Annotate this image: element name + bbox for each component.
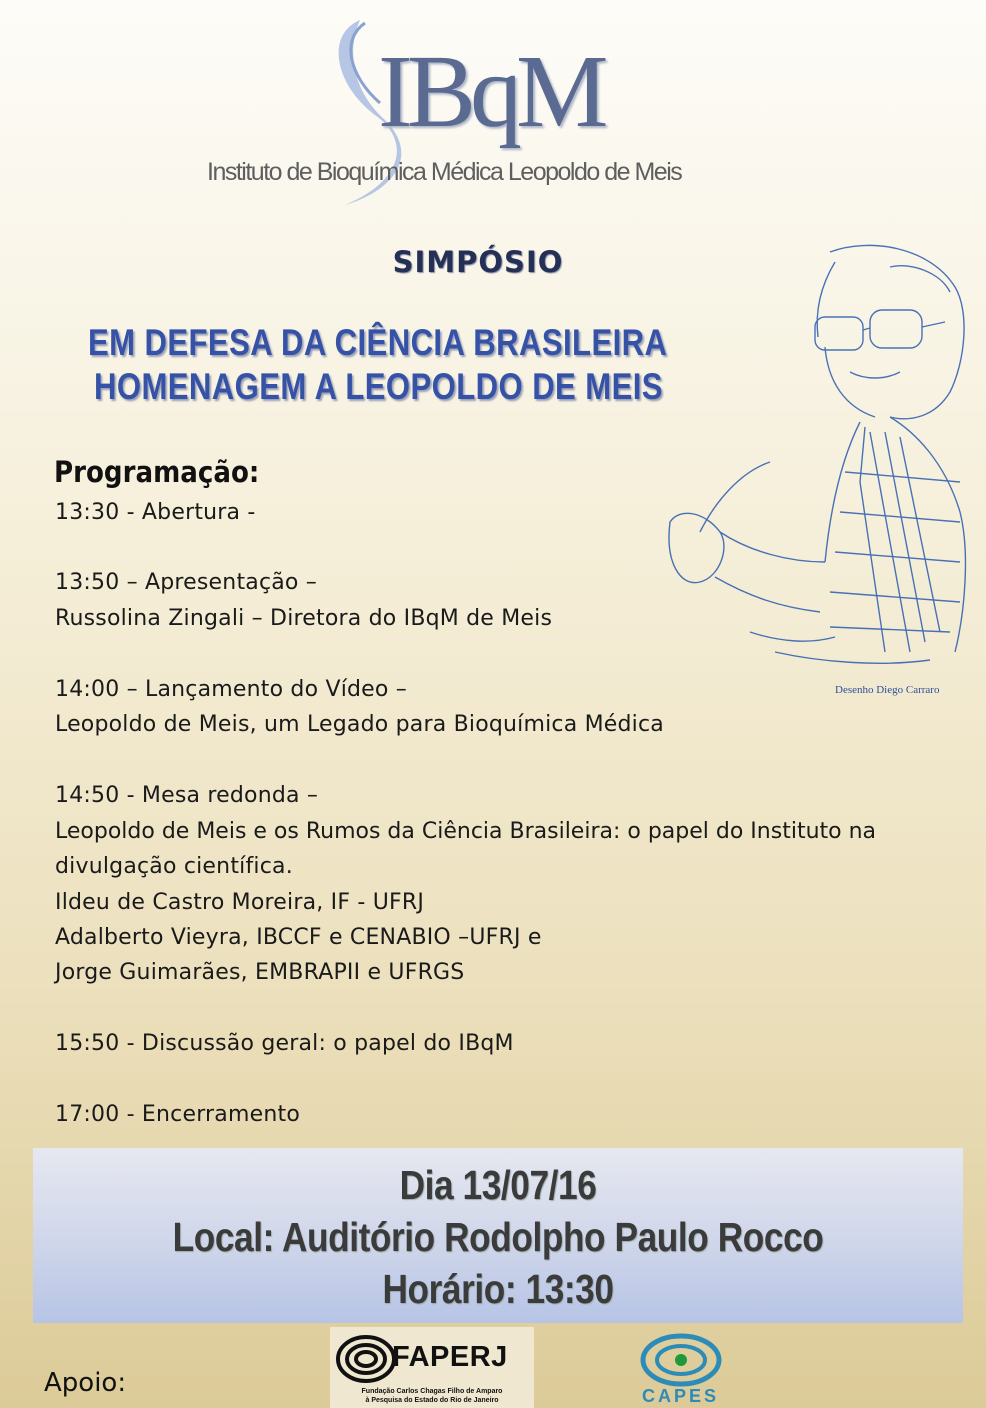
sponsors-label: Apoio: xyxy=(44,1368,127,1398)
program-line: 14:50 - Mesa redonda – xyxy=(55,783,319,808)
faperj-subtitle: Fundação Carlos Chagas Filho de Amparo xyxy=(361,1388,503,1395)
illustration-credit: Desenho Diego Carraro xyxy=(835,684,940,696)
event-date: Dia 13/07/16 xyxy=(399,1162,597,1208)
program-line: 14:00 – Lançamento do Vídeo – xyxy=(55,677,407,702)
event-type: SIMPÓSIO xyxy=(392,245,564,279)
program-line: Leopoldo de Meis, um Legado para Bioquímica Médica xyxy=(55,712,664,737)
program-line: 13:30 - Abertura - xyxy=(55,500,256,525)
program-line: 13:50 – Apresentação – xyxy=(55,570,317,595)
program-line: divulgação científica. xyxy=(55,854,293,879)
program-heading: Programação: xyxy=(54,455,260,489)
program-line: Russolina Zingali – Diretora do IBqM de Meis xyxy=(55,606,553,631)
portrait-sketch-icon xyxy=(660,232,980,682)
event-info-box xyxy=(33,1148,963,1323)
capes-name: CAPES xyxy=(642,1386,720,1406)
program-line: 17:00 - Encerramento xyxy=(55,1102,300,1127)
logo-text: IBqM xyxy=(378,34,603,149)
event-time: Horário: 13:30 xyxy=(382,1266,614,1312)
event-title-line2: HOMENAGEM A LEOPOLDO DE MEIS xyxy=(94,366,663,407)
institute-name: Instituto de Bioquímica Médica Leopoldo de Meis xyxy=(207,158,682,186)
program-line: Ildeu de Castro Moreira, IF - UFRJ xyxy=(55,890,425,915)
program-line: 15:50 - Discussão geral: o papel do IBqM xyxy=(55,1031,514,1056)
capes-emblem-icon xyxy=(637,1330,727,1388)
faperj-name: FAPERJ xyxy=(392,1341,508,1373)
faperj-subtitle: à Pesquisa do Estado do Rio de Janeiro xyxy=(365,1397,499,1404)
event-location: Local: Auditório Rodolpho Paulo Rocco xyxy=(172,1214,824,1260)
faperj-emblem-icon xyxy=(334,1329,398,1385)
event-title-line1: EM DEFESA DA CIÊNCIA BRASILEIRA xyxy=(88,322,668,363)
program-line: Leopoldo de Meis e os Rumos da Ciência Brasileira: o papel do Instituto na xyxy=(55,819,877,844)
program-line: Jorge Guimarães, EMBRAPII e UFRGS xyxy=(55,960,465,985)
program-line: Adalberto Vieyra, IBCCF e CENABIO –UFRJ e xyxy=(55,925,542,950)
faperj-logo xyxy=(330,1327,534,1408)
